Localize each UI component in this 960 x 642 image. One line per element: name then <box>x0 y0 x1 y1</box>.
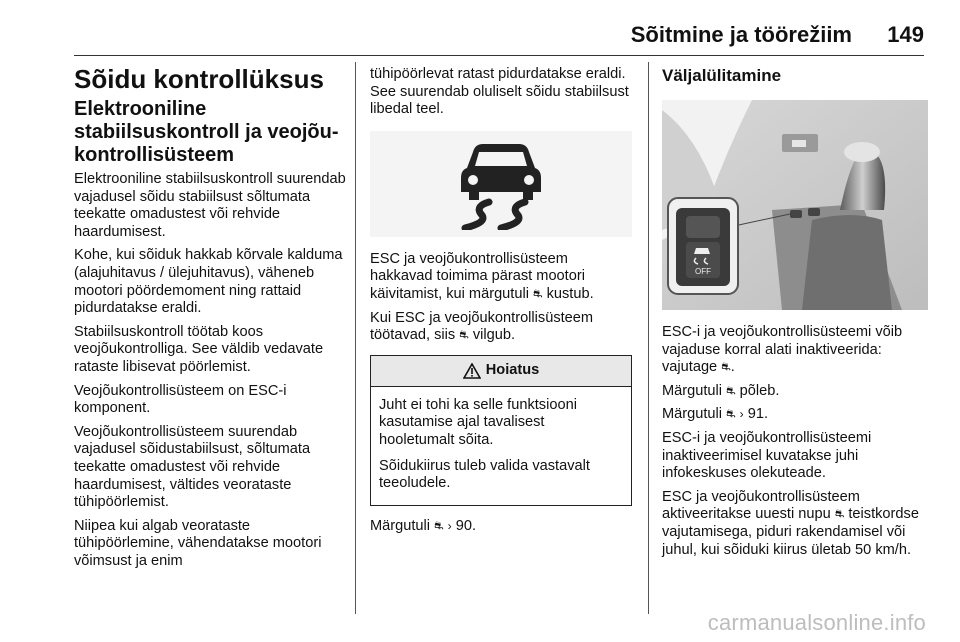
paragraph: tühipöörlevat ratast pidurdatakse eraldi. See suurendab oluliselt sõidu stabiilsust libedal teel. <box>370 66 629 118</box>
esc-off-icon: ⛐ <box>834 508 845 521</box>
warning-body <box>371 387 631 505</box>
paragraph: Elektrooniline stabiilsuskontroll suurendab vajadusel sõidu stabiilsust sõltumata teekatte omadustest või rehvide haardumisest. <box>74 171 346 240</box>
column-3 <box>662 66 928 565</box>
esc-skid-car-icon <box>451 138 551 230</box>
reference-line: Märgutuli ⛐ › 91. <box>662 406 769 423</box>
subsection-heading: Väljalülitamine <box>662 66 782 85</box>
watermark: carmanualsonline.info <box>707 610 926 635</box>
column-divider-right <box>648 62 649 614</box>
paragraph: ESC-i ja veojõukontrollisüsteemi inaktiveerimisel kuvatakse juhi infokeskuses olekuteade. <box>662 429 872 482</box>
page-reference-icon: › <box>739 407 744 422</box>
paragraph: Kui ESC ja veojõukontrollisüsteem töötavad, siis ⛐ vilgub. <box>370 309 594 344</box>
page-number: 149 <box>887 22 924 47</box>
warning-title: Hoiatus <box>485 361 540 378</box>
esc-off-icon: ⛐ <box>726 384 736 397</box>
paragraph: Stabiilsuskontroll töötab koos veojõukontrolliga. See väldib vedavate rataste libisevat pöörlemist. <box>74 323 324 375</box>
section-title: Sõitmine ja töörežiim <box>630 22 852 47</box>
paragraph: Kohe, kui sõiduk hakkab kõrvale kalduma (alajuhitavus / ülejuhitavus), väheneb mootori pöördemoment ning rattaid pidurdatakse eraldi. <box>74 247 343 317</box>
warning-text: Sõidukiirus tuleb valida vastavalt teeoludele. <box>379 457 590 492</box>
warning-triangle-icon <box>463 363 481 379</box>
section-heading: Sõidu kontrollüksus <box>74 64 324 94</box>
esc-off-button-photo <box>662 100 928 310</box>
warning-header <box>371 356 631 387</box>
page-reference-icon: › <box>447 518 452 533</box>
esc-skid-car-icon: ⛐ <box>533 287 543 300</box>
esc-off-icon: ⛐ <box>721 361 731 374</box>
page-link[interactable]: 90. <box>455 517 477 534</box>
paragraph: ESC ja veojõukontrollisüsteem aktiveeritakse uuesti nupu ⛐ teistkordse vajutamisega, piduri rakendamisel või juhul, kui sõiduki kiirus ületab 50 km/h. <box>662 488 919 558</box>
esc-skid-car-icon: ⛐ <box>459 329 469 342</box>
header-rule <box>74 55 924 56</box>
esc-symbol-illustration <box>370 131 632 237</box>
paragraph: Veojõukontrollisüsteem on ESC-i komponent. <box>74 382 287 417</box>
paragraph: ESC ja veojõukontrollisüsteem hakkavad toimima pärast mootori käivitamist, kui märgutuli ⛐ kustub. <box>370 250 594 302</box>
page-link[interactable]: 91. <box>747 406 769 423</box>
page-header <box>74 22 924 52</box>
paragraph: Märgutuli ⛐ põleb. <box>662 382 780 399</box>
column-1 <box>74 64 346 576</box>
paragraph: Veojõukontrollisüsteem suurendab vajadusel sõidustabiilsust, sõltumata teekatte omadustest või rehvide haardumisest, vältides veorataste tühipöörlemist. <box>74 423 311 511</box>
column-2 <box>370 66 632 541</box>
paragraph: ESC-i ja veojõukontrollisüsteemi võib vajaduse korral alati inaktiveerida: vajutage ⛐. <box>662 324 903 376</box>
paragraph: Niipea kui algab veorataste tühipöörlemine, vähendatakse mootori võimsust ja enim <box>74 517 322 569</box>
esc-off-icon: ⛐ <box>726 408 736 421</box>
warning-text: Juht ei tohi ka selle funktsiooni kasutamise ajal tavalisest hooletumalt sõita. <box>379 396 577 448</box>
off-label: OFF <box>695 267 711 276</box>
column-divider-left <box>355 62 356 614</box>
warning-box <box>370 355 632 506</box>
esc-skid-car-icon: ⛐ <box>434 519 444 532</box>
reference-line: Märgutuli ⛐ › 90. <box>370 517 477 534</box>
console-illustration <box>662 100 928 310</box>
subsection-heading: Elektrooniline stabiilsuskontroll ja veojõu-kontrollisüsteem <box>74 98 339 166</box>
